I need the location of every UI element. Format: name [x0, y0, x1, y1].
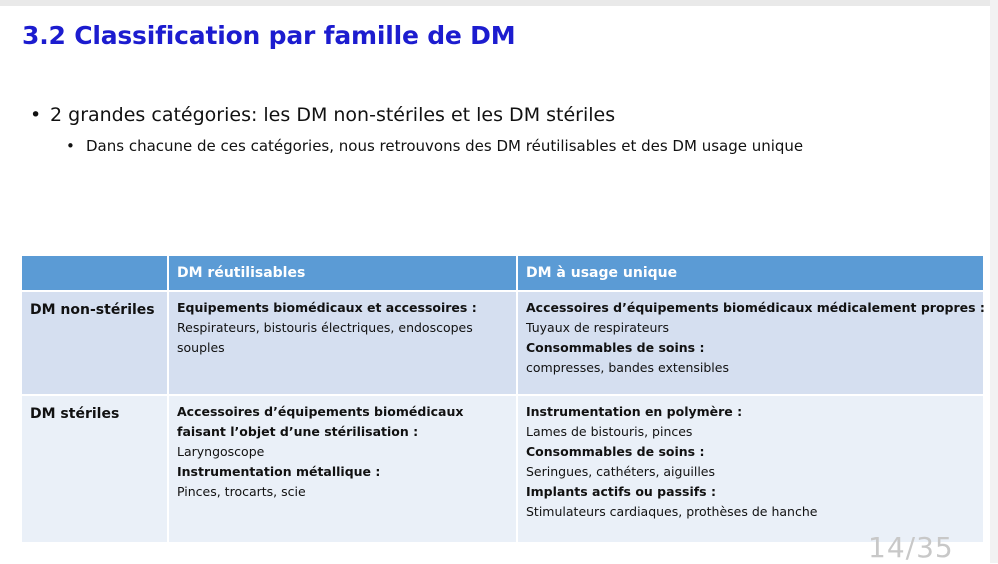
cell-heading: Consommables de soins :: [526, 444, 705, 459]
cell-text: Respirateurs, bistouris électriques, endoscopes souples: [177, 320, 473, 355]
cell-non-sterile-single-use: [517, 291, 983, 395]
bullet-dot-icon: •: [66, 137, 75, 155]
right-edge-scrollbar[interactable]: [990, 0, 998, 563]
cell-text: Seringues, cathéters, aiguilles: [526, 464, 716, 479]
bullet-level-1: [30, 104, 615, 126]
cell-text: Tuyaux de respirateurs: [526, 320, 670, 335]
header-single-use: DM à usage unique: [517, 256, 983, 291]
cell-sterile-reusable: [168, 395, 517, 542]
cell-text: Pinces, trocarts, scie: [177, 484, 306, 499]
cell-heading: Consommables de soins :: [526, 340, 705, 355]
cell-heading: Accessoires d’équipements biomédicaux médicalement propres :: [526, 300, 985, 315]
table-row: [22, 291, 983, 395]
bullet-level-2: [66, 137, 803, 155]
cell-text: Stimulateurs cardiaques, prothèses de hanche: [526, 504, 818, 519]
row-label-non-sterile: DM non-stériles: [22, 291, 168, 395]
top-edge: [0, 0, 998, 6]
cell-heading: Equipements biomédicaux et accessoires :: [177, 300, 477, 315]
cell-sterile-single-use: [517, 395, 983, 542]
header-reusable: DM réutilisables: [168, 256, 517, 291]
cell-non-sterile-reusable: [168, 291, 517, 395]
cell-heading: Instrumentation en polymère :: [526, 404, 743, 419]
table-row: [22, 395, 983, 542]
cell-text: Laryngoscope: [177, 444, 265, 459]
table-header-row: [22, 256, 983, 291]
page-number: 14/35: [868, 531, 954, 564]
classification-table: [22, 256, 983, 542]
cell-heading: Accessoires d’équipements biomédicaux faisant l’objet d’une stérilisation :: [177, 404, 464, 439]
cell-text: compresses, bandes extensibles: [526, 360, 729, 375]
row-label-sterile: DM stériles: [22, 395, 168, 542]
slide-title: 3.2 Classification par famille de DM: [22, 21, 516, 50]
bullet-dot-icon: •: [30, 104, 42, 126]
header-empty-cell: [22, 256, 168, 291]
cell-text: Lames de bistouris, pinces: [526, 424, 693, 439]
bullet-level-2-text: Dans chacune de ces catégories, nous retrouvons des DM réutilisables et des DM usage unique: [86, 137, 804, 155]
cell-heading: Implants actifs ou passifs :: [526, 484, 716, 499]
cell-heading: Instrumentation métallique :: [177, 464, 381, 479]
bullet-level-1-text: 2 grandes catégories: les DM non-stériles et les DM stériles: [50, 104, 616, 126]
